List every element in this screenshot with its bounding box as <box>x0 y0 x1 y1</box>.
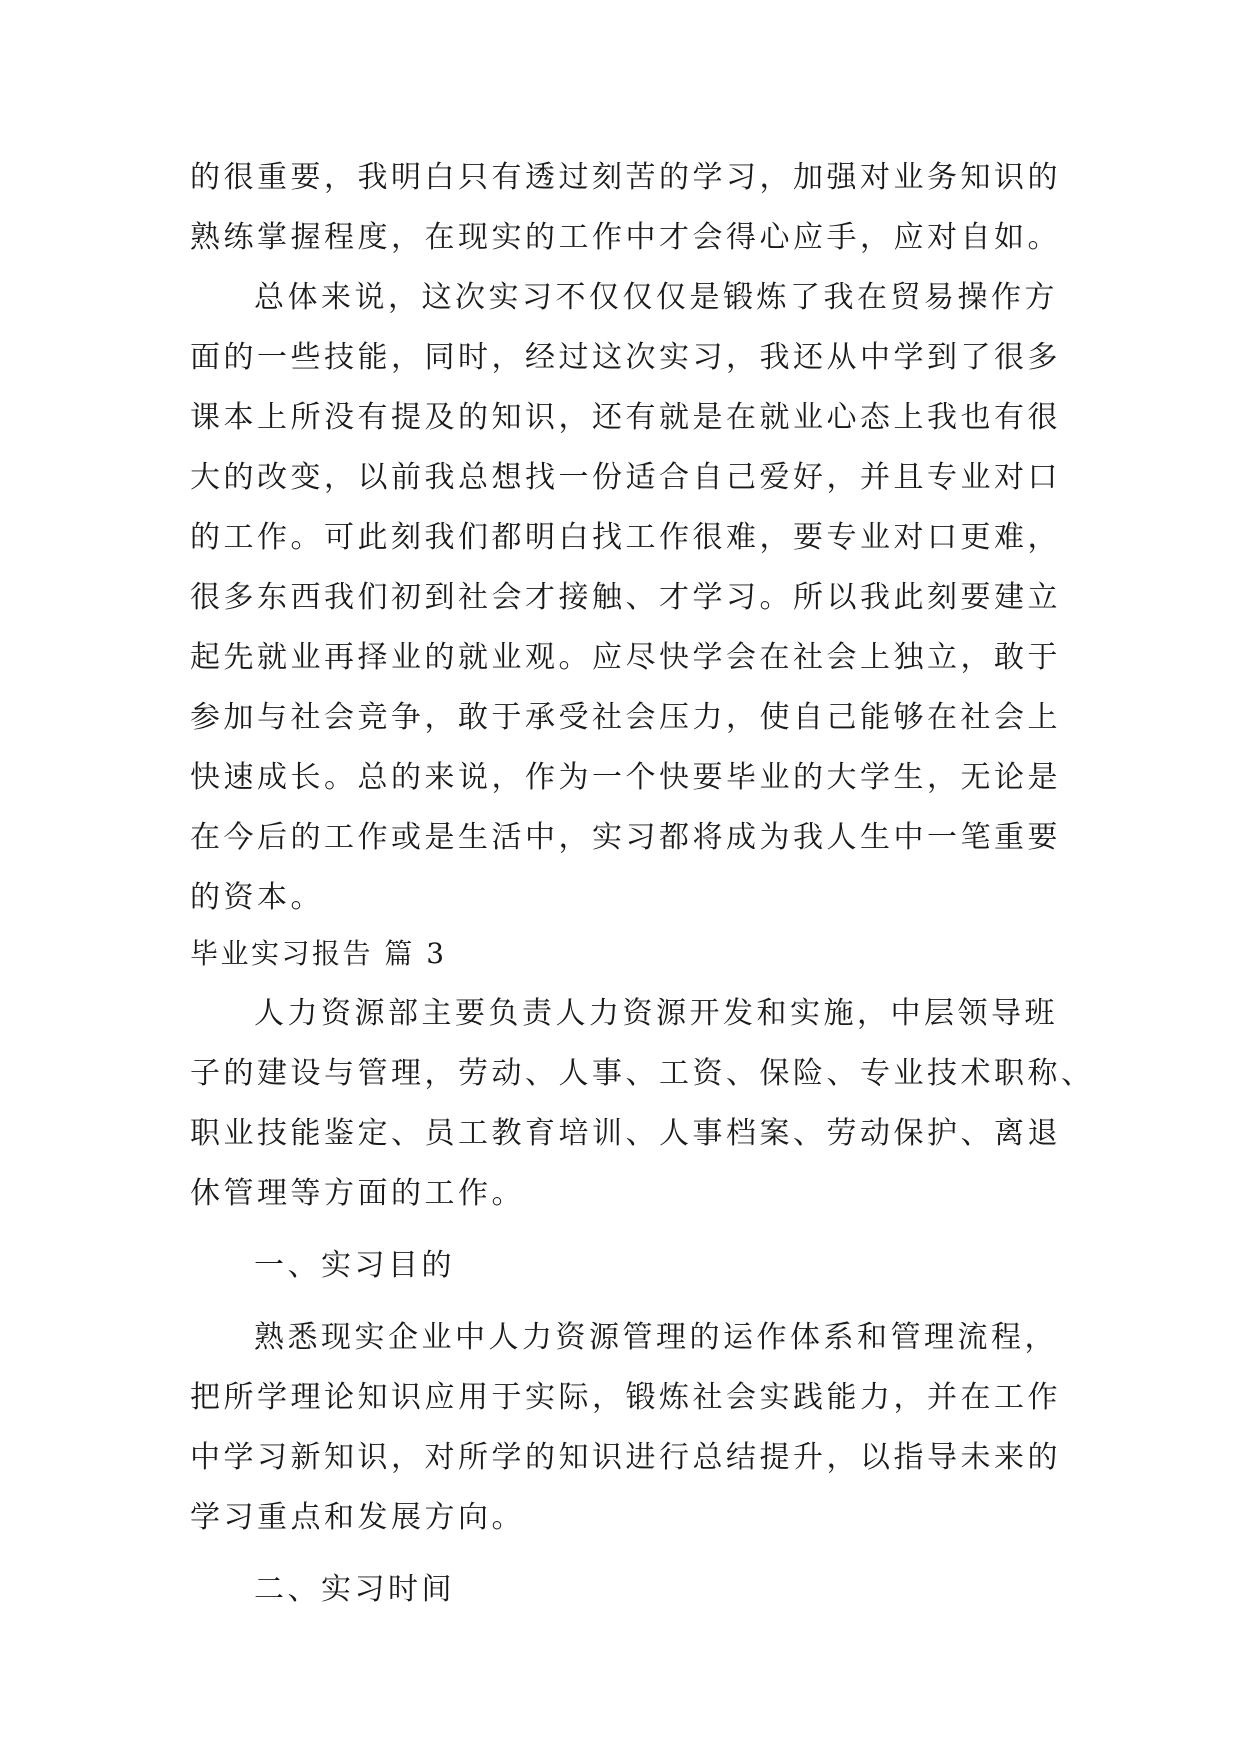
paragraph-line: 职业技能鉴定、员工教育培训、人事档案、劳动保护、离退 <box>190 1116 1061 1151</box>
subsection-heading: 二、实习时间 <box>254 1572 455 1607</box>
paragraph-line: 把所学理论知识应用于实际，锻炼社会实践能力，并在工作 <box>190 1380 1061 1415</box>
paragraph-line: 休管理等方面的工作。 <box>190 1176 525 1211</box>
paragraph-line: 熟练掌握程度，在现实的工作中才会得心应手，应对自如。 <box>190 220 1061 255</box>
paragraph-line: 在今后的工作或是生活中，实习都将成为我人生中一笔重要 <box>190 820 1061 855</box>
subsection-heading: 一、实习目的 <box>254 1248 455 1283</box>
paragraph-line: 的资本。 <box>190 880 324 915</box>
paragraph-line: 快速成长。总的来说，作为一个快要毕业的大学生，无论是 <box>190 760 1061 795</box>
paragraph-line: 参加与社会竞争，敢于承受社会压力，使自己能够在社会上 <box>190 700 1061 735</box>
paragraph-line: 人力资源部主要负责人力资源开发和实施，中层领导班 <box>254 996 1058 1031</box>
paragraph-line: 起先就业再择业的就业观。应尽快学会在社会上独立，敢于 <box>190 640 1061 675</box>
section-heading: 毕业实习报告 篇 3 <box>190 937 447 970</box>
paragraph-line: 面的一些技能，同时，经过这次实习，我还从中学到了很多 <box>190 340 1061 375</box>
paragraph-line: 的工作。可此刻我们都明白找工作很难，要专业对口更难， <box>190 520 1061 555</box>
paragraph-line: 子的建设与管理，劳动、人事、工资、保险、专业技术职称、 <box>190 1056 1095 1091</box>
paragraph-line: 总体来说，这次实习不仅仅仅是锻炼了我在贸易操作方 <box>254 280 1058 315</box>
paragraph-line: 熟悉现实企业中人力资源管理的运作体系和管理流程， <box>254 1320 1058 1355</box>
paragraph-line: 课本上所没有提及的知识，还有就是在就业心态上我也有很 <box>190 400 1061 435</box>
paragraph-line: 大的改变，以前我总想找一份适合自己爱好，并且专业对口 <box>190 460 1061 495</box>
paragraph-line: 的很重要，我明白只有透过刻苦的学习，加强对业务知识的 <box>190 160 1061 195</box>
paragraph-line: 中学习新知识，对所学的知识进行总结提升，以指导未来的 <box>190 1440 1061 1475</box>
paragraph-line: 学习重点和发展方向。 <box>190 1500 525 1535</box>
paragraph-line: 很多东西我们初到社会才接触、才学习。所以我此刻要建立 <box>190 580 1061 615</box>
